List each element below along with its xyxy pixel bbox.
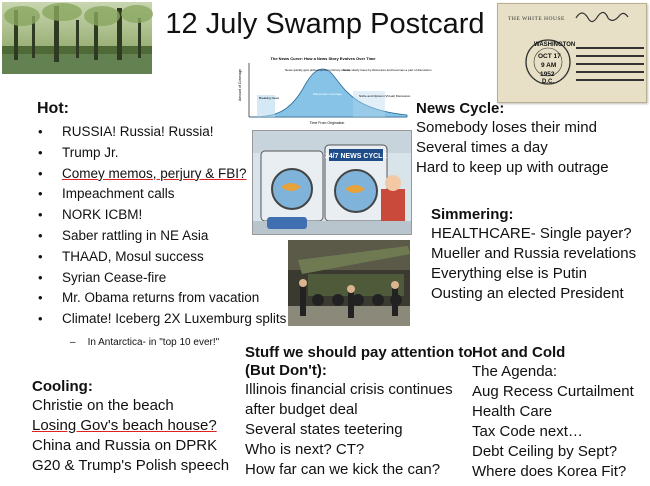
curve-label-2: News quickly gets picked up from primary source [285, 68, 351, 72]
text-line: Several times a day [416, 139, 548, 156]
text-line: Somebody loses their mind [416, 119, 597, 136]
list-item: • Syrian Cease-fire [38, 268, 286, 289]
hot-heading: Hot: [37, 100, 69, 117]
slide-title: 12 July Swamp Postcard [165, 8, 485, 40]
postcard-header: THE WHITE HOUSE [508, 16, 565, 22]
text-line: G20 & Trump's Polish speech [32, 457, 230, 474]
text-line: after budget deal [245, 401, 358, 418]
list-item-text: Comey memos, perjury & FBI? [62, 165, 247, 181]
curve-title: The News Curve: How a News Story Evolves Over Time [270, 56, 376, 61]
news-cycle-heading: News Cycle: [416, 100, 505, 117]
text-line: Christie on the beach [32, 397, 174, 414]
sub-dash: – [70, 337, 76, 348]
hot-list [38, 122, 286, 330]
attention-heading-1: Stuff we should pay attention to [245, 344, 473, 361]
missile-parade-photo [288, 240, 410, 326]
sub-item-text: In Antarctica- in "top 10 ever!" [87, 337, 220, 348]
postmark-city: WASHINGTON [534, 42, 576, 48]
simmering-heading: Simmering: [431, 206, 514, 223]
postmark-date: OCT 17 [538, 53, 561, 60]
swamp-photo [2, 2, 152, 74]
list-item: • Impeachment calls [38, 184, 286, 205]
attention-heading-2: (But Don't): [245, 362, 327, 379]
list-item: • Saber rattling in NE Asia [38, 226, 286, 247]
list-item: • Trump Jr. [38, 143, 286, 164]
text-line: Health Care [472, 403, 553, 420]
text-line: Aug Recess Curtailment [472, 383, 634, 400]
person-figure-icon [381, 189, 405, 225]
attention-section [245, 344, 473, 480]
text-line: HEALTHCARE- Single payer? [431, 225, 632, 242]
text-line: Debt Ceiling by Sept? [472, 443, 618, 460]
postmark-year: 1952 [540, 71, 555, 78]
curve-label-3: Mainstream coverage [313, 92, 342, 96]
news-curve-chart [235, 55, 432, 127]
text-line: Tax Code next… [472, 423, 583, 440]
news-cycle-lines [416, 118, 609, 178]
postmark-dc: D.C. [542, 79, 554, 85]
text-line: Several states teetering [245, 421, 403, 438]
curve-label-5: Niche and Opinion (Virtual) Discussion [359, 94, 411, 98]
text-line: Illinois financial crisis continues [245, 381, 453, 398]
list-item: • THAAD, Mosul success [38, 247, 286, 268]
list-item: • NORK ICBM! [38, 205, 286, 226]
cartoon-sign: 24/7 NEWS CYCLE [324, 153, 388, 160]
text-line: How far can we kick the can? [245, 461, 441, 478]
postcard-image [497, 3, 647, 103]
text-line: Ousting an elected President [431, 285, 624, 302]
list-item: • Mr. Obama returns from vacation [38, 288, 286, 309]
curve-label-1: Breaking News [259, 96, 280, 100]
text-line: The Agenda: [472, 363, 558, 380]
list-item: • Climate! Iceberg 2X Luxemburg splits [38, 309, 286, 330]
hot-cold-section [472, 344, 634, 482]
hot-cold-heading: Hot and Cold [472, 344, 566, 361]
text-line: Where does Korea Fit? [472, 463, 627, 480]
curve-xlabel: Time From Origination [309, 121, 345, 125]
list-item: • RUSSIA! Russia! Russia! [38, 122, 286, 143]
list-item [38, 164, 286, 185]
text-line: China and Russia on DPRK [32, 437, 218, 454]
cooling-section [32, 378, 229, 476]
curve-label-4: News slowly loses by kilometres and becomes a part of discussion [343, 68, 432, 72]
text-line: Everything else is Putin [431, 265, 587, 282]
cooling-heading: Cooling: [32, 378, 93, 395]
signature-icon [576, 12, 628, 21]
curve-ylabel: Amount of Coverage [238, 68, 242, 101]
text-line: Mueller and Russia revelations [431, 245, 637, 262]
hot-sub-item [70, 337, 219, 348]
text-line: Hard to keep up with outrage [416, 159, 609, 176]
postmark-time: 9 AM [541, 62, 557, 69]
text-line: Who is next? CT? [245, 441, 365, 458]
simmering-lines [431, 224, 636, 304]
text-line: Losing Gov's beach house? [32, 417, 217, 434]
